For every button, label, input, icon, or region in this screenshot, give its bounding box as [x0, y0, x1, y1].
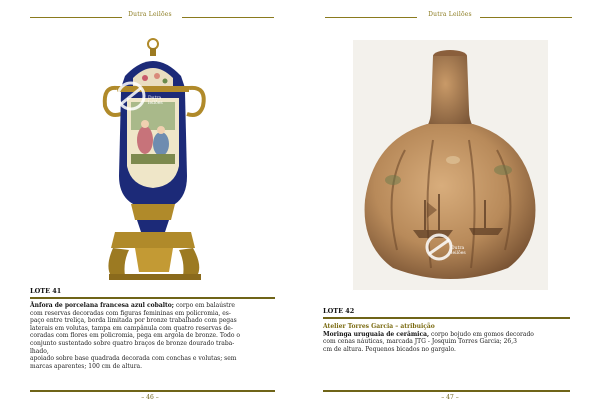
- header-rule-right: [480, 17, 572, 18]
- amphora-photo: [95, 36, 215, 282]
- lot-42-attribution: Atelier Torres Garcia – atribuição: [323, 323, 435, 330]
- left-footer: [0, 390, 300, 404]
- right-header: [300, 10, 600, 24]
- lot-42-rule: [323, 317, 570, 319]
- header-rule-right: [182, 17, 274, 18]
- lot-42-description: Atelier Torres Garcia – atribuição Moringa uruguaia de cerâmica, corpo bojudo em gomos decorado com cenas náuticas, marcada JTG - Josquim Torres Garcia; 26,3 cm de altura. Pequenos bicados no gargalo.: [323, 323, 534, 353]
- right-page-number: – 47 –: [441, 394, 459, 401]
- right-footer-rule: [323, 390, 570, 392]
- right-page: [300, 0, 600, 420]
- left-footer-rule: [30, 390, 275, 392]
- lot-41-title: Ânfora de porcelana francesa azul cobalto;: [30, 302, 175, 309]
- left-watermark-text: Dutra leilões: [148, 96, 163, 106]
- lot-41-label: LOTE 41: [30, 287, 62, 295]
- lot-41-rule: [30, 297, 275, 299]
- left-page-number: – 46 –: [141, 394, 159, 401]
- left-header: [0, 10, 300, 24]
- left-header-title: Dutra Leilões: [128, 11, 172, 18]
- right-footer: [300, 390, 600, 404]
- lot-41-description: Ânfora de porcelana francesa azul cobalto; corpo em balaústre com reservas decoradas com figuras femininas em policromia, es- paço entre treliça, borda limitada por bronze trabalhado com pegas laterais em volutas, tampa em campânula com quatro reservas de- coradas com flores em policromia, pega em argola de bronze. Todo o conjunto sustentado sobre quatro braços de bronze dourado traba- lhado, apoiado sobre base quadrada decorada com conchas e volutas; sem marcas aparentes; 100 cm de altura.: [30, 302, 240, 370]
- right-watermark-text: Dutra leilões: [451, 246, 466, 256]
- lot-42-label: LOTE 42: [323, 307, 355, 315]
- right-header-title: Dutra Leilões: [428, 11, 472, 18]
- lot-42-title: Moringa uruguaia de cerâmica,: [323, 330, 430, 338]
